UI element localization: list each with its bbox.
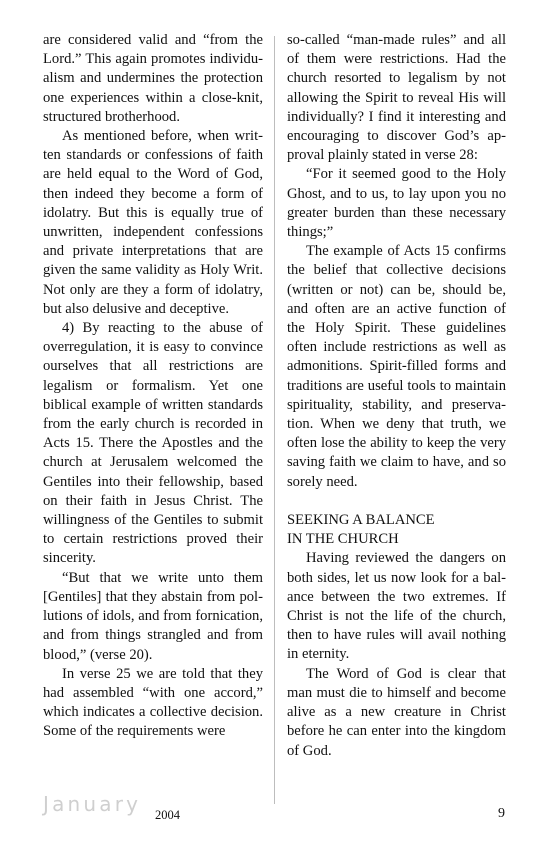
paragraph: The example of Acts 15 confirms the belief that collective decisions (written or not) can be, should be, and often are an active function of the Holy Spirit. These guidelines often include restrictions as well as admonitions. Spirit-filled forms and traditions are useful tools to maintain spirituality, stability, and preservation. When we deny that truth, we often lose the ability to keep the very saving faith we claim to have, and so sorely need.: [287, 243, 506, 490]
page-number: 9: [498, 806, 505, 821]
scripture-quote: “But that we write unto them [Gentiles] that they abstain from pollutions of idols, and from fornication, and from things strangled and from blood,” (verse 20).: [43, 569, 263, 663]
paragraph: The Word of God is clear that man must die to himself and become alive as a new creature in Christ before he can enter into the kingdom of God.: [287, 665, 506, 759]
paragraph: are considered valid and “from the Lord.” This again promotes individualism and undermines the protection one experiences within a close-knit, structured brotherhood.: [43, 32, 263, 125]
section-heading: [287, 511, 506, 549]
paragraph: Having reviewed the dangers on both sides, let us now look for a balance between the two extremes. If Christ is not the life of the church, then to have rules will avail nothing in eternity.: [287, 550, 506, 663]
paragraph: so-called “man-made rules” and all of them were restrictions. Had the church resorted to legalism by not allowing the Spirit to reveal His will individually? I find it interesting and encouraging to discover God’s approval plainly stated in verse 28:: [287, 32, 506, 164]
footer-year: 2004: [155, 808, 180, 822]
section-spacer: [287, 492, 506, 511]
paragraph: In verse 25 we are told that they had assembled “with one accord,” which indicates a collective decision. Some of the requirements were: [43, 665, 263, 740]
section-heading-line1: SEEKING A BALANCE: [287, 512, 435, 529]
right-text-column: [287, 31, 506, 761]
paragraph: As mentioned before, when written standards or confessions of faith are held equal to the Word of God, then indeed they become a form of idolatry. But this is equally true of unwritten, independent confessions and private interpretations that are given the same validity as Holy Writ. Not only are they a form of idolatry, but also delusive and deceptive.: [43, 128, 263, 317]
section-heading-line2: IN THE CHURCH: [287, 531, 399, 548]
left-text-column: [43, 31, 263, 742]
footer-month: January: [43, 792, 142, 816]
scripture-quote: “For it seemed good to the Holy Ghost, and to us, to lay upon you no greater burden than these necessary things;”: [287, 166, 506, 241]
paragraph: 4) By reacting to the abuse of overregulation, it is easy to convince ourselves that all restrictions are legalism or formalism. Yet one biblical example of written standards from the early church is recorded in Acts 15. There the Apostles and the church at Jerusalem welcomed the Gentiles into their fellowship, based on their faith in Jesus Christ. The willingness of the Gentiles to submit to certain restrictions proved their sincerity.: [43, 320, 263, 567]
column-divider: [274, 36, 275, 804]
